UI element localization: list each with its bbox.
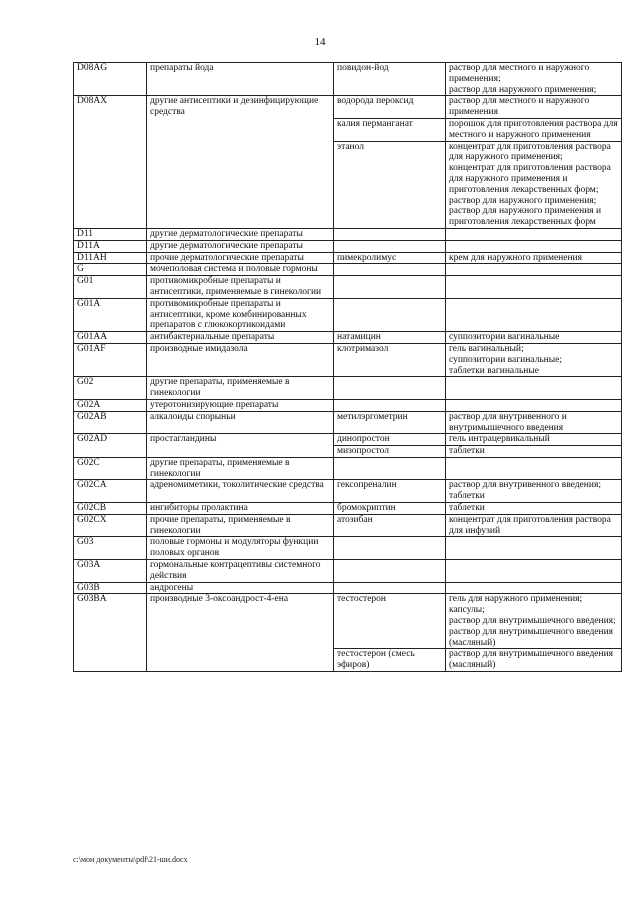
dosage-form-cell [446,264,622,276]
table-row [74,503,622,515]
substance-cell: динопростон [334,434,446,446]
table-row [74,298,622,331]
atc-code-cell: D08AG [74,63,147,96]
substance-cell: метилэргометрин [334,411,446,434]
atc-code-cell: G02C [74,457,147,480]
atc-code-cell: G [74,264,147,276]
table-row [74,96,622,119]
dosage-form-cell: суппозитории вагинальные [446,332,622,344]
atc-code-cell: G03 [74,537,147,560]
atc-group-cell: противомикробные препараты и антисептики, применяемые в гинекологии [147,276,334,299]
substance-cell: гексопреналин [334,480,446,503]
dosage-form-cell: раствор для внутривенного введения; таблетки [446,480,622,503]
atc-group-cell: андрогены [147,582,334,594]
dosage-form-cell [446,298,622,331]
substance-cell: тестостерон (смесь эфиров) [334,649,446,672]
substance-cell [334,276,446,299]
dosage-form-cell: раствор для внутривенного и внутримышечного введения [446,411,622,434]
atc-code-cell: G02 [74,377,147,400]
atc-group-cell: прочие препараты, применяемые в гинекологии [147,514,334,537]
atc-group-cell: производные имидазола [147,343,334,376]
atc-group-cell: другие препараты, применяемые в гинекологии [147,377,334,400]
atc-group-cell: гормональные контрацептивы системного действия [147,560,334,583]
atc-group-cell: половые гормоны и модуляторы функции половых органов [147,537,334,560]
substance-cell [334,560,446,583]
atc-code-cell: D08AX [74,96,147,229]
atc-group-cell: другие антисептики и дезинфицирующие средства [147,96,334,229]
substance-cell: пимекролимус [334,252,446,264]
dosage-form-cell: концентрат для приготовления раствора для инфузий [446,514,622,537]
table-row [74,537,622,560]
atc-group-cell: алкалоиды спорыньи [147,411,334,434]
atc-code-cell: D11AH [74,252,147,264]
atc-code-cell: G03A [74,560,147,583]
table-row [74,457,622,480]
atc-code-cell: G02AD [74,434,147,458]
substance-cell [334,537,446,560]
table-row [74,377,622,400]
dosage-form-cell [446,399,622,411]
table-row [74,63,622,96]
substance-cell [334,457,446,480]
dosage-form-cell: порошок для приготовления раствора для местного и наружного применения [446,118,622,141]
atc-group-cell: препараты йода [147,63,334,96]
substance-cell: атозибан [334,514,446,537]
atc-code-cell: G01AF [74,343,147,376]
dosage-form-cell: раствор для местного и наружного применения; раствор для наружного применения; [446,63,622,96]
atc-code-cell: G01A [74,298,147,331]
table-row [74,594,622,649]
substance-cell [334,264,446,276]
atc-group-cell: другие препараты, применяемые в гинекологии [147,457,334,480]
substance-cell: водорода пероксид [334,96,446,119]
atc-code-cell: G02CB [74,503,147,515]
substance-cell [334,399,446,411]
substance-cell: калия перманганат [334,118,446,141]
dosage-form-cell [446,240,622,252]
table-row [74,434,622,446]
substance-cell: бромокриптин [334,503,446,515]
table-row [74,228,622,240]
table-row [74,399,622,411]
dosage-form-cell: гель для наружного применения; капсулы; раствор для внутримышечного введения; раствор для внутримышечного введения (масляный) [446,594,622,649]
atc-code-cell: G03B [74,582,147,594]
substance-cell: повидон-йод [334,63,446,96]
substance-cell [334,298,446,331]
substance-cell: натамицин [334,332,446,344]
atc-code-cell: D11A [74,240,147,252]
drug-classification-table [73,62,622,672]
atc-group-cell: другие дерматологические препараты [147,240,334,252]
atc-code-cell: G01 [74,276,147,299]
dosage-form-cell [446,377,622,400]
atc-group-cell: противомикробные препараты и антисептики, кроме комбинированных препаратов с глюкокортикоидами [147,298,334,331]
dosage-form-cell: раствор для внутримышечного введения (масляный) [446,649,622,672]
dosage-form-cell: крем для наружного применения [446,252,622,264]
atc-group-cell: другие дерматологические препараты [147,228,334,240]
dosage-form-cell: раствор для местного и наружного применения [446,96,622,119]
dosage-form-cell: концентрат для приготовления раствора для наружного применения; концентрат для приготовления раствора для наружного применения и приготовления лекарственных форм; раствор для наружного применения; раствор для наружного применения и приготовления лекарственных форм [446,141,622,228]
atc-code-cell: D11 [74,228,147,240]
table-row [74,582,622,594]
table-row [74,514,622,537]
dosage-form-cell [446,276,622,299]
substance-cell [334,377,446,400]
dosage-form-cell: таблетки [446,446,622,458]
table-row [74,411,622,434]
substance-cell [334,582,446,594]
atc-code-cell: G01AA [74,332,147,344]
table-row [74,332,622,344]
table-row [74,252,622,264]
substance-cell: тестостерон [334,594,446,649]
atc-code-cell: G02CA [74,480,147,503]
table-row [74,343,622,376]
substance-cell [334,228,446,240]
dosage-form-cell: гель вагинальный; суппозитории вагинальные; таблетки вагинальные [446,343,622,376]
atc-group-cell: мочеполовая система и половые гормоны [147,264,334,276]
dosage-form-cell: гель интрацервикальный [446,434,622,446]
dosage-form-cell [446,457,622,480]
atc-group-cell: ингибиторы пролактина [147,503,334,515]
atc-group-cell: утеротонизирующие препараты [147,399,334,411]
atc-group-cell: простагландины [147,434,334,458]
dosage-form-cell [446,228,622,240]
substance-cell [334,240,446,252]
atc-code-cell: G03BA [74,594,147,672]
substance-cell: мизопростол [334,446,446,458]
table-row [74,480,622,503]
dosage-form-cell [446,582,622,594]
atc-group-cell: прочие дерматологические препараты [147,252,334,264]
table-row [74,276,622,299]
footer-file-path: c:\мои документы\pdf\21-ши.docx [73,855,188,864]
substance-cell: этанол [334,141,446,228]
substance-cell: клотримазол [334,343,446,376]
atc-group-cell: антибактериальные препараты [147,332,334,344]
dosage-form-cell [446,537,622,560]
atc-code-cell: G02CX [74,514,147,537]
table-row [74,240,622,252]
atc-group-cell: адреномиметики, токолитические средства [147,480,334,503]
dosage-form-cell: таблетки [446,503,622,515]
atc-group-cell: производные 3-оксоандрост-4-ена [147,594,334,672]
atc-code-cell: G02A [74,399,147,411]
dosage-form-cell [446,560,622,583]
table-row [74,264,622,276]
atc-code-cell: G02AB [74,411,147,434]
table-row [74,560,622,583]
page-number: 14 [314,36,326,48]
